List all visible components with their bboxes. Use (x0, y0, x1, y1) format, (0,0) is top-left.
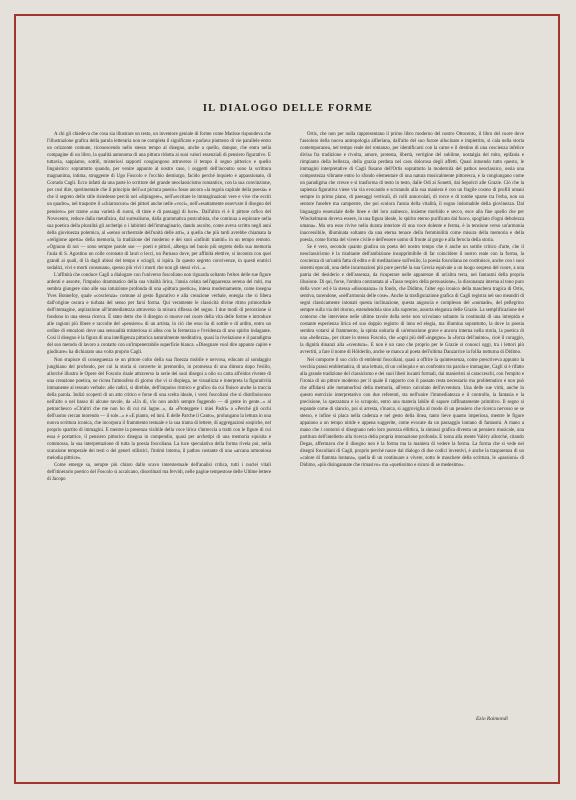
paragraph: Come emerge su, sempre più chiaro dallo scavo interstestuale dell'analisi critica, tutti i nuclei vitali dell'itinerario poetico del Foscolo si accalcano, disordinati ma fervidi, nelle pagine tempestose delle Ultime lettere di Jacopo (47, 463, 271, 483)
paragraph: Non stupisce di conseguenza se un pittore colto della sua finezza mobile e nervosa, educato al sondaggio junghiano del profondo, per cui la storia si converte in premordio, in promessa di una dimora dopo l'esilio, allorché illustra le Opere del Foscolo risale attraverso la serie dei suoi disegni a olio su carta all'eidos rivente di una creazione poetica, ne ricrea l'atmosfera di giorno che vi si dispiega, ne visualizza e interpreta la figuratività immanente al tessuto verbale: alle radici, si direbbe, dell'impulso ritmico e grafico da cui fluisce anche la traccia della parola. Indizi scoperti di un atto critico e forse di una scelta ideale, i versi foscoliani che si distribuiscono nell'alto o nel basso di alcune tavole, da «Un dì, s'io non andrò sempre fuggendo — di gente in gente...» al petrarchesco «Ch'altri che me non ho di cui mi lagne...», da «Proteggete i miei Padri» a «Perché gli occhi dell'uomo cercan morendo — il sole...» e «E pianto, ed inni. E delle Parche il Canto», prolungano la lettura in una nuova scrittura iconica, che incorpora il frammento testuale e la sua trama di lettere, di aggregazioni sospiche, nel proprio spartito di immagini. E mentre la presenza visibile della voce lirica s'intreccia a tratti con le figure di cui essa è portatrice, il pensiero pittorico disegna in compendio, quasi per archetipi di una memoria squisita e commossa, la sua interpretazione di tutta la poesia foscoliana. La luce speculativa della forma rivela poi, nella scansione temperale dei testi o dei generi stilistici, l'intimi interna, il pathos costante di una «arcana armoniosa melodia pittrice». (47, 357, 271, 462)
left-text-column (47, 131, 271, 721)
paragraph: Se è vero, secondo quanto giudica un poeta del nostro tempo che è anche un sottile critico d'arte, che il neoclassicismo è la risultante dell'ambizione insopprimibile di far coincidere il nostro reale con la forma, la coscienza di un'unità fatta di edito e di meditazione sull'esilio, la poesia foscoliana ne costituisce, anche con i suoi sistemi epocali, una delle incarnazioni più pure perché la sua Grecia equivale a un luogo sospeso del cuore, a una patria dei desiderio e dell'assenza, da ricuperare nelle apparenze di un'altra terra, nei fantasmi della propria illusione. Di qui, forse, l'ombra contrastata al «Tasso respiro della persuasione», la dissonanza interna al tono puro della voce: ed è la stessa «dissonanza» in fondo, che Didimo, l'alter ego ironico della maschera tragica di Ortis, sentiva, tacendone, «nell'armonia delle cose». Anche la trasfigurazione grafica di Cagli registra nel suo meandri di segni classicamente intonati questa inclinazione, questa angoscia e complesso del «nomade», del pellegrino sempre sulla via del ritorno, estendendola sino alla supremo, assorta eleganza delle Grazie. La semplificazione del contorno che interviene nelle ultime tavole della serie non scivolano soltanto la continuità di una intrepida e costante esperienza lirica ed suo doppio registro di inno ed elegia, ma illumina soprattutto, la dove la poesia sembra votarsi al frammento, la spinta unitaria di un'emozione grave e ancora interna nella storia, la poetica di una «bellezza», per citare lo stesso Foscolo, che «ogni più dell'«ingegno» la «forza dell'animo», cioè il coraggio, la dignità dinanzi alla «sventura». E non è un caso che proprio per le Grazie si conosci oggi, tra i lettori più avvertiti, a fare il nome di Hölderlin, anche se manca al poeta dell'ultima Danzarrice la follia notturna di Didimo. (300, 244, 524, 356)
right-text-column (300, 131, 524, 721)
paragraph: Ortis, che non per nulla rappresentano il primo libro moderno del nostro Ottocento, il libro del cuore dove l'assoluto della nuova antropologia alfieriana, dall'alto del suo furore allucinato e impietrito, si cala nella storia contemporanea, nel tempo reale del romanzo, per identificarsi con la carne e il destino di una coscienza infelice divisa fra tradizione e rivolta, amore, protesta, libertà, vertigine del sublime, nostalgia del mito, epifania e rimpianto della bellezza, della grazia perduta nel caos dolorosa degli affetti. Quasi intuendo tutto questo, le immagini interpretative di Cagli fissano dell'Ortis soprattutto la modernità del pathos neoclassico, ossia una compostezza vibrante entro lo sfondo elementare di una natura musicalmente pittoresca, e la congiungano come un paradigma che cresce e si trasforma di testo in testo, dalle Odi ai Sonetti, dai Sepolcri alle Grazie. Ciò che la sapienza figurativa viene via via evocando e scrutando alla sua maniera è con un fragile cosmo di profili umani sempre in primo piano, di paesaggi verticali, di colli annuvolati, di rocce e di tombe sparse tra l'erba, non un sentore funebre ma campestre, che poi scolora l'ansia della vitalità, il sogno indomabile della giovinezza. Dal linguaggio essenziale delle linee e del loro arabesco, insieme morbido e secco, esce alla fine quello che per Winckelmann doveva essere, in una figura ideale, lo spirito eterno purificato dal fuoco, spogliato d'ogni debolezza umana». Ma ora esso rivive nella durata interiore di una voce dolente e ferma, è la tensione verso un'armonia inaccessibile, illuminata soltanto da una eterna tenace della femminilità come misura della memoria e della poesia, come forma del vivere civile e dell'essere uomo di fronte al gorgo e alla ferocia della storia. (300, 132, 524, 243)
article-title: IL DIALOGO DELLE FORME (202, 103, 374, 114)
paragraph: Nel comporre il suo ciclo di emblemi foscoliani, quasi a offrire la quintessenza, come prescriveva appunto la vecchia prassi emblematica, di una lettura, di un colloquio e un confronto tra parola e immagine, Cagli si è rifatto alla grande tradizione del classicismo e dei suoi liberi incanti formali, dai manieristi ai caracceschi, con l'empito e l'ironia di un pittore moderno per il quale il rapporto con il passato resta necessario ma problematico e non può che affidarsi alle metamorfosi della memoria, all'estro calcolato dell'avventura. Una delle sue virtù, anche in questo esercizio interpretativo con due referenti, sta nell'unire l'immediatezza e il controllo, la fantasia e la precisione, la spezzatura e lo scrupolo, entro una materia labile di sapore raffinatamente primitivo. Il segno si espande come di slancio, poi si arresta, s'inarca, si aggroviglia al modo di un pensiero che ricerca nervoso se se stesso, e infine si placa nella cadenza e nel gesto della linea, tanto lieve quanto imperiosa, mentre le figure appaiono a un tempo nitide e appena suggerite, come evocate da un passaggio lontano di fantasmi. A mano a mano che i contorni si disegnano nelo loro purezza ellittica, la sintassi grafica diventa un pensiero musicale, una partitura dell'intelletto alla ricerca della propria intonazione profonda. E torna alla mente Valéry allorché, citando Degas, affermava che il disegno non è la forma ma la maniera di vedere la forma. La forma che si vede nei disegni foscoliani di Cagli, proprio perché nasce dal dialogo di due codici inventivi, è anche la trasparenza di un «calore di fiamma lontana», quella di un continuare a vivere, sotto le maschere della scrittura, le «passioni» di Didimo, «più disingannate che rimasivo» ma «quetissimo e sicuro di se medesimo». (300, 357, 524, 469)
paragraph: A chi gli chiedeva che cosa sia illustrare un testo, un inventore geniale di forme come Matisse rispondeva che l'illustrazione grafica della parola letteraria non ne completa il significato e parlava piuttosto di vie parallele entro un orizzonte comune, riconoscendo nello stesso tempo al disegno, anche a quello, dunque, che entra nella compagine di un libro, la qualità autonoma di una pittura ridotta ai suoi valori essenziali di pensiero figurativo. E tuttavia, sappiamo, sottili, misteriosi rapporti congiungono attraverso il tempo il segno pittorico e quello linguistico: soprattutto quando, per venire appunto al nostro caso, i soggetti dell'incontro sono la scrittura magnanima, intima, struggente di Ugo Foscolo e l'occhio demiurgo, facido perché inquieto e appassionato, di Corrado Cagli. Ecco infatti da una parte lo scrittore del grande neoclassicismo romantico, con la sua convinzione, per così dire, sperimentale che il principio dell'«ut pictura poesis» fosse ancora «la regola capitale della poesia» e che il segreto dello stile risiedesse perciò nel «dipingere», nell'«eccitare le immaginazioni vere e vive che ecciti un quadro», nel trasporre il «chiaroscuro» dei pittori anche nelle «voci», nell'«esattamente osservare il disegno del pensiero» per trarne «una varietà di suoni, di tinte e di passaggi di luce». Dall'altra vi è il pittore orfico del Novecento, reduce dalla metafisica, dal surrealismo, dalla grammatica postcubista, che continua a esplorare nella sua poetica della pluralità gli archetipi o i labirinti dell'immaginario, dando ascolto, come aveva scritto negli anni della giovinezza polemica, al «senso orchestrale dell'unità delle arti», a quella che più tardi avrebbe chiamata la «religione aperta» della memoria, la tradizione del moderno e dei suoi «infiniti tramiti» in un tempo remoto. «Ognuno di noi — sono sempre parole sue — poeti e pittori, alberga nel buoio più segreto della sua memoria l'aula di S. Agostino un colle coronato di lauri o lecci, un Parnaso dove, per affinità elettive, si incontra con quei grandi ai quali, di là dagli abissi del tempo e sciogli, si ispira. In questo segreto convivenze, in questi eratrici sodalizi, vivi e morti consonano, spesso più vivi i morti che non gli stessi vivi...». (47, 132, 271, 271)
paragraph: L'affinità che conduce Cagli a dialogare con l'universo foscoliano non riguarda soltanto l'ethos delle sue figure ardenti e assorte, l'impulso drammatico della sua vitalità lirica, l'ansia celata nell'apparenza serena dei miti, ma sembra giungere sino alle sua intuizione profonda di una «pittura poetica», intesa modernamente, come insegna Yves Bonnefoy, quale «coscienza» comune al gesto figurativo e alla creazione verbale, energia che si libera dall'origine oscura e turbata del senso per farsi forma. Qui veramente le classicità divine ritmo primordiale dell'immagine, aspirazione all'immediatezza attraverso la misura riflessa del segno. I due modi di percezione si fondono in una stessa ricerca. È stato detto che il disegno si muove nel cuore della vita delle forme e introduce alle ragioni più libere e raccolte del «pensiero» di un artista, in ciò che esso ha di sottile e di ardito, entro un ordine di emozioni dove una sensualità misteriosa si allea con la fermezza e l'evidenza di uno spirito indagante. Così il disegno è la figura di una intelligenza pittorica naturalmente meditativa, quasi la rivelazione e il paradigma del suo metodo di lavoro a contatto con un'impenetrabile superficie bianca. «Disegnare vuol dire appunto capire e giudicare» ha dichiarato una volta proprio Cagli. (47, 272, 271, 356)
author-signature: Ezio Raimondi (476, 716, 508, 722)
